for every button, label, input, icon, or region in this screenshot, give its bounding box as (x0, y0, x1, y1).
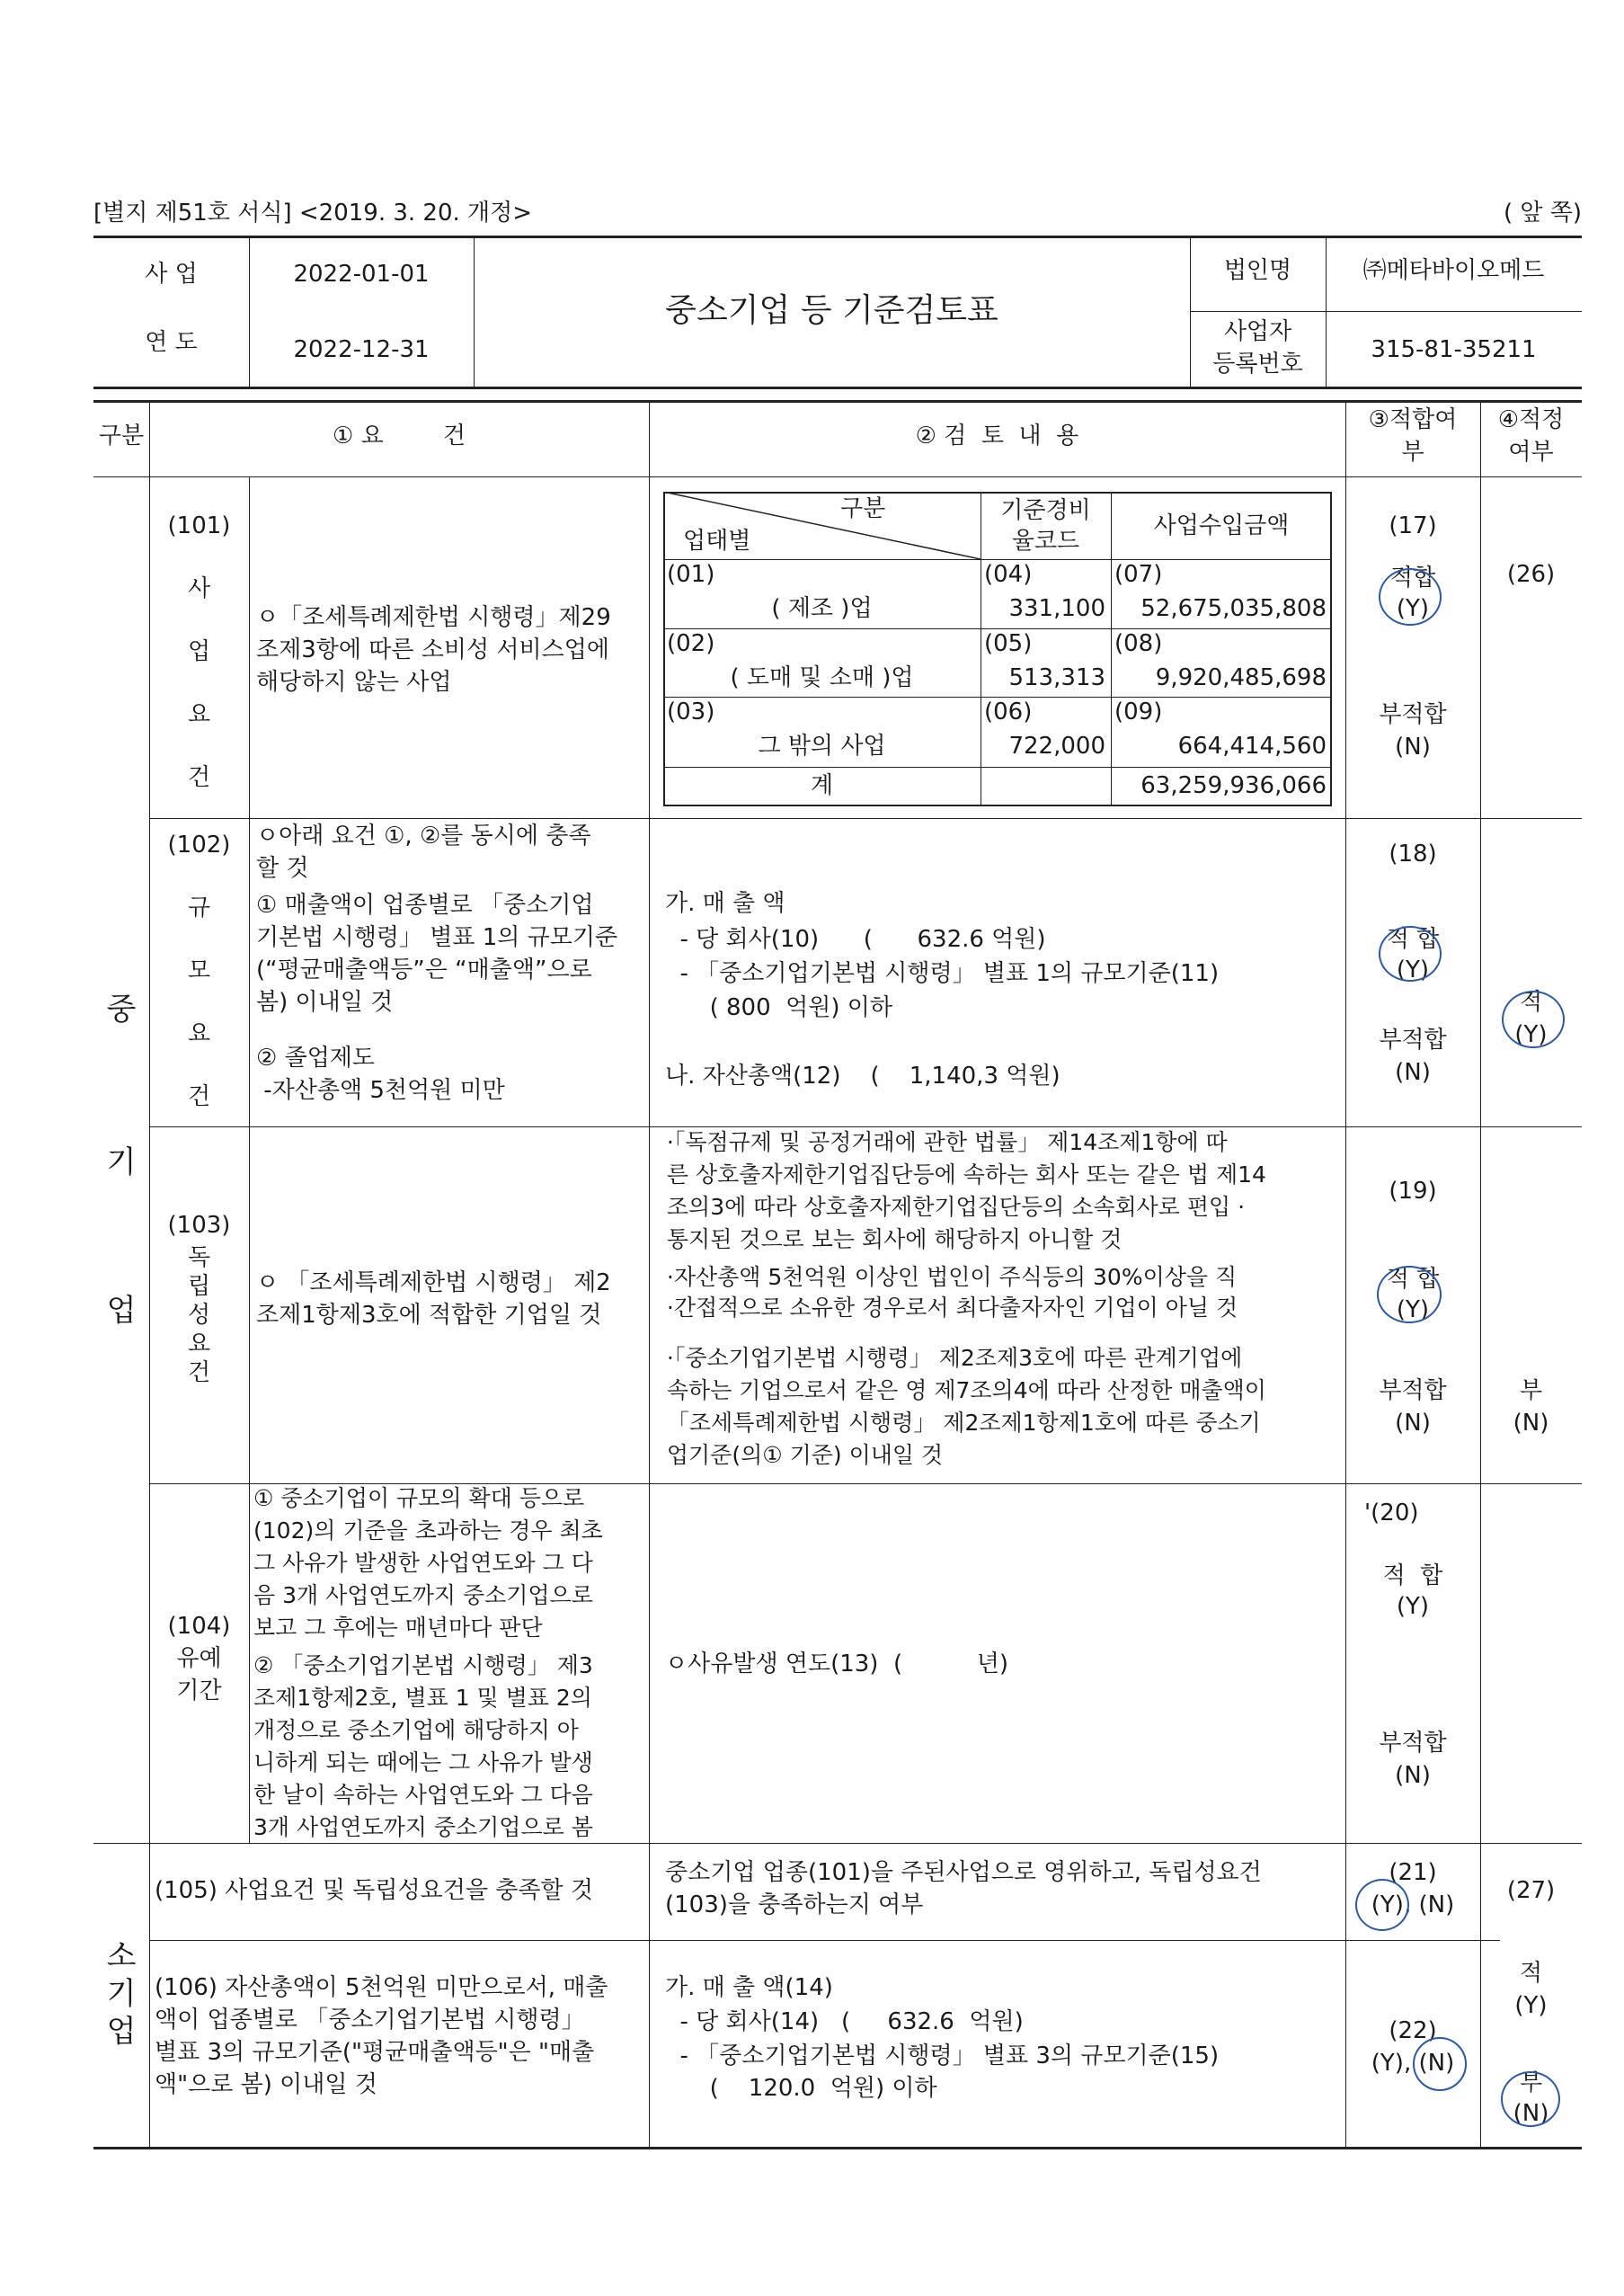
year-label-2: 연 도 (145, 329, 198, 356)
r103-review-7: ·「중소기업기본법 시행령」 제2조제3호에 따른 관계기업에 (652, 1345, 1243, 1371)
r103-fit-yes-1: 적 합 (1386, 1266, 1440, 1293)
r101-fit-no-1: 부적합 (1379, 701, 1447, 728)
r104-req-7: 조제1항제2호, 별표 1 및 별표 2의 (253, 1685, 592, 1711)
reg-number: 315-81-35211 (1371, 336, 1537, 363)
r106-ok-circle (1501, 2071, 1560, 2127)
r104-fit-yes-2: (Y) (1396, 1593, 1430, 1620)
bt-row2-code-no: (05) (984, 630, 1033, 657)
r104-req-2: (102)의 기준을 초과하는 경우 최초 (253, 1517, 603, 1544)
r102-review-5: 나. 자산총액(12) ( 1,140,3 억원) (665, 1063, 1060, 1090)
r102-review-4: ( 800 억원) 이하 (665, 994, 893, 1021)
r105-ok-no: (27) (1506, 1877, 1556, 1904)
r102-fit-circle (1379, 926, 1442, 982)
r102-req-2: 할 것 (256, 855, 309, 882)
r102-req-4: 기본법 시행령」 별표 1의 규모기준 (256, 924, 618, 951)
r104-req-10: 한 날이 속하는 사업연도와 그 다음 (253, 1782, 593, 1808)
r105-review-2: (103)을 충족하는지 여부 (665, 1891, 924, 1918)
side-label-small-2: 기 (106, 1976, 137, 2012)
r106-review-4: ( 120.0 억원) 이하 (665, 2075, 937, 2102)
r103-label-1: 독 (187, 1244, 211, 1271)
r103-req-1: ㅇ 「조세특례제한법 시행령」 제2 (256, 1269, 611, 1296)
r104-fit-no-1: 부적합 (1379, 1730, 1447, 1757)
r102-label-4: 건 (187, 1083, 211, 1110)
r103-num: (103) (167, 1212, 231, 1239)
r102-ok-circle (1502, 991, 1565, 1048)
r103-label-2: 립 (187, 1273, 211, 1300)
r105-review-1: 중소기업 업종(101)을 주된사업으로 영위하고, 독립성요건 (665, 1859, 1262, 1886)
side-label-sme-3: 업 (106, 1293, 137, 1329)
r103-fit-circle (1377, 1266, 1442, 1323)
bt-row3-code-no: (06) (984, 699, 1033, 725)
bt-row3-name: 그 밖의 사업 (758, 733, 886, 760)
side-label-sme-1: 중 (106, 992, 137, 1028)
bt-row1-no: (01) (667, 561, 715, 588)
r104-req-1: ① 중소기업이 규모의 확대 등으로 (253, 1485, 585, 1511)
bt-row3-amt-no: (09) (1114, 699, 1163, 725)
r102-label-3: 요 (187, 1020, 211, 1047)
bt-row1-code-no: (04) (984, 561, 1033, 588)
r102-req-7: ② 졸업제도 (256, 1045, 376, 1072)
r105-fit-yn: (Y), (N) (1371, 1891, 1455, 1918)
r101-ok-no: (26) (1506, 561, 1556, 588)
r106-req-3: 별표 3의 규모기준("평균매출액등"은 "매출 (155, 2039, 595, 2066)
r104-req-4: 음 3개 사업연도까지 중소기업으로 (253, 1582, 593, 1608)
r103-req-2: 조제1항제3호에 적합한 기업일 것 (256, 1302, 602, 1329)
r101-fit-circle (1379, 568, 1442, 626)
r103-review-5: ·자산총액 5천억원 이상인 법인이 주식등의 30%이상을 직 (652, 1264, 1238, 1290)
r105-fit-no: (21) (1389, 1859, 1437, 1886)
r103-ok-1: 부 (1519, 1377, 1543, 1404)
bt-header-biz: 업태별 (683, 528, 751, 555)
r103-review-3: 조의3에 따라 상호출자제한기업집단등의 소속회사로 편입 · (652, 1194, 1246, 1220)
side-label-small-1: 소 (106, 1938, 137, 1974)
r101-label-3: 요 (187, 701, 211, 728)
r106-fit-yn: (Y), (N) (1371, 2050, 1455, 2077)
r101-label-1: 사 (187, 575, 211, 602)
side-label-sme-2: 기 (106, 1144, 137, 1180)
r102-fit-no: (18) (1389, 841, 1437, 868)
r102-req-8: -자산총액 5천억원 미만 (256, 1077, 505, 1104)
r101-label-2: 업 (187, 638, 211, 665)
r103-review-2: 른 상호출자제한기업집단등에 속하는 회사 또는 같은 법 제14 (652, 1161, 1266, 1188)
r106-review-3: - 「중소기업기본법 시행령」 별표 3의 규모기준(15) (665, 2042, 1220, 2069)
r106-req-4: 액"으로 봄) 이내일 것 (155, 2071, 377, 2098)
r106-ok-2: (Y) (1514, 1992, 1548, 2019)
start-date: 2022-01-01 (293, 261, 430, 288)
r102-fit-yes-1: 적 합 (1386, 926, 1440, 953)
corp-name: ㈜메타바이오메드 (1362, 257, 1545, 284)
r104-fit-no: '(20) (1364, 1500, 1419, 1526)
r102-req-6: 봄) 이내일 것 (256, 989, 394, 1016)
bt-row1-code: 331,100 (1008, 595, 1105, 622)
corp-label: 법인명 (1223, 257, 1292, 284)
reg-label-1: 사업자 (1223, 318, 1292, 345)
r104-fit-yes-1: 적 합 (1382, 1562, 1443, 1589)
year-label-1: 사 업 (145, 261, 198, 288)
r103-label-4: 요 (187, 1330, 211, 1357)
bt-row2-amt-no: (08) (1114, 630, 1163, 657)
end-date: 2022-12-31 (293, 336, 430, 363)
r106-fit-circle (1413, 2037, 1467, 2091)
col-gubun: 구분 (98, 423, 145, 449)
r106-review-1: 가. 매 출 액(14) (665, 1974, 833, 2001)
r102-label-2: 모 (187, 957, 211, 984)
r102-label-1: 규 (187, 894, 211, 921)
side-label-small-3: 업 (106, 2014, 137, 2050)
r102-num: (102) (167, 832, 231, 859)
r104-num: (104) (167, 1613, 231, 1640)
bt-total: 63,259,936,066 (1140, 772, 1327, 799)
bt-row3-code: 722,000 (1008, 733, 1105, 760)
r104-req-5: 보고 그 후에는 매년마다 판단 (253, 1615, 543, 1641)
r101-fit-no-2: (N) (1395, 734, 1431, 761)
r101-fit-yes-1: 적합 (1389, 565, 1436, 592)
r101-fit-yes-2: (Y) (1396, 595, 1430, 622)
r104-req-6: ② 「중소기업기본법 시행령」 제3 (253, 1652, 593, 1678)
r102-req-1: ㅇ아래 요건 ①, ②를 동시에 충족 (256, 823, 591, 850)
r104-label-1: 유예 (176, 1645, 222, 1672)
r106-req-1: (106) 자산총액이 5천억원 미만으로서, 매출 (155, 1974, 608, 2001)
form-id: [별지 제51호 서식] <2019. 3. 20. 개정> (93, 200, 533, 227)
r106-fit-no: (22) (1389, 2017, 1437, 2044)
col-review: ② 검 토 내 용 (915, 423, 1079, 449)
r106-ok-3: 부 (1519, 2069, 1543, 2096)
r102-review-1: 가. 매 출 액 (665, 890, 785, 917)
reg-label-2: 등록번호 (1212, 351, 1303, 378)
col-requirement: ① 요 건 (333, 423, 466, 449)
r106-review-2: - 당 회사(14) ( 632.6 억원) (665, 2008, 1024, 2035)
bt-header-code-2: 율코드 (1011, 528, 1080, 555)
r102-fit-no-1: 부적합 (1379, 1027, 1447, 1054)
r103-fit-yes-2: (Y) (1396, 1296, 1430, 1323)
r101-req-1: ㅇ「조세특례제한법 시행령」제29 (256, 604, 611, 631)
r106-ok-4: (N) (1513, 2100, 1549, 2127)
page-side: ( 앞 쪽) (1503, 200, 1582, 227)
r105-fit-circle (1355, 1879, 1409, 1931)
bt-row2-name: ( 도매 및 소매 )업 (730, 664, 914, 691)
r104-req-3: 그 사유가 발생한 사업연도와 그 다 (253, 1550, 593, 1576)
page-title: 중소기업 등 기준검토표 (665, 292, 998, 329)
r103-review-4: 통지된 것으로 보는 회사에 해당하지 아니할 것 (652, 1226, 1123, 1252)
r106-req-2: 액이 업종별로 「중소기업기본법 시행령」 (155, 2007, 585, 2033)
r104-req-8: 개정으로 중소기업에 해당하지 아 (253, 1717, 579, 1743)
r106-ok-1: 적 (1519, 1960, 1543, 1987)
r103-ok-2: (N) (1513, 1410, 1549, 1437)
r102-ok-1: 적 (1519, 989, 1543, 1016)
col-ok-1: ④적정 (1497, 406, 1565, 433)
col-ok-2: 여부 (1508, 439, 1554, 466)
r103-review-6: ·간접적으로 소유한 경우로서 최다출자자인 기업이 아닐 것 (652, 1295, 1238, 1321)
bt-row3-no: (03) (667, 699, 715, 725)
r102-ok-2: (Y) (1514, 1021, 1548, 1048)
bt-row2-amt: 9,920,485,698 (1155, 664, 1327, 691)
r104-label-2: 기간 (176, 1678, 222, 1704)
r105-req: (105) 사업요건 및 독립성요건을 충족할 것 (155, 1877, 593, 1904)
r102-req-5: (“평균매출액등”은 “매출액”으로 (256, 957, 592, 983)
bt-row2-code: 513,313 (1008, 664, 1105, 691)
bt-row1-amt: 52,675,035,808 (1140, 595, 1327, 622)
bt-row1-name: ( 제조 )업 (771, 595, 873, 622)
bt-row3-amt: 664,414,560 (1177, 733, 1327, 760)
col-fit-1: ③적합여 (1368, 406, 1458, 433)
r102-review-3: - 「중소기업기본법 시행령」 별표 1의 규모기준(11) (665, 960, 1220, 987)
r102-review-2: - 당 회사(10) ( 632.6 억원) (665, 926, 1046, 953)
bt-total-label: 계 (810, 772, 834, 799)
bt-row1-amt-no: (07) (1114, 561, 1163, 588)
r103-fit-no-2: (N) (1395, 1410, 1431, 1437)
r103-label-5: 건 (187, 1359, 211, 1386)
r103-review-9: 「조세특례제한법 시행령」 제2조제1항제1호에 따른 중소기 (652, 1410, 1261, 1436)
r104-review: ㅇ사유발생 연도(13) ( 년) (665, 1651, 1009, 1678)
r101-req-3: 해당하지 않는 사업 (256, 669, 452, 696)
r102-fit-yes-2: (Y) (1396, 957, 1430, 983)
r103-review-1: ·「독점규제 및 공정거래에 관한 법률」 제14조제1항에 따 (652, 1129, 1228, 1155)
bt-header-amount: 사업수입금액 (1153, 512, 1290, 539)
r102-req-3: ① 매출액이 업종별로 「중소기업 (256, 892, 594, 919)
r103-label-3: 성 (187, 1302, 211, 1329)
bt-header-code-1: 기준경비 (1000, 497, 1091, 524)
r101-fit-no: (17) (1389, 512, 1437, 539)
r102-fit-no-2: (N) (1395, 1059, 1431, 1086)
r103-review-10: 업기준(의① 기준) 이내일 것 (652, 1442, 944, 1468)
r104-req-9: 니하게 되는 때에는 그 사유가 발생 (253, 1749, 593, 1775)
bt-row2-no: (02) (667, 630, 715, 657)
r103-fit-no: (19) (1389, 1178, 1437, 1205)
bt-header-gubun: 구분 (840, 495, 886, 522)
r101-req-2: 조제3항에 따른 소비성 서비스업에 (256, 636, 609, 663)
col-fit-2: 부 (1401, 439, 1424, 466)
r104-fit-no-2: (N) (1395, 1762, 1431, 1789)
r101-label-4: 건 (187, 764, 211, 791)
r103-fit-no-1: 부적합 (1379, 1377, 1447, 1404)
r104-req-11: 3개 사업연도까지 중소기업으로 봄 (253, 1814, 593, 1840)
r103-review-8: 속하는 기업으로서 같은 영 제7조의4에 따라 산정한 매출액이 (652, 1377, 1266, 1403)
r101-num: (101) (167, 512, 231, 539)
